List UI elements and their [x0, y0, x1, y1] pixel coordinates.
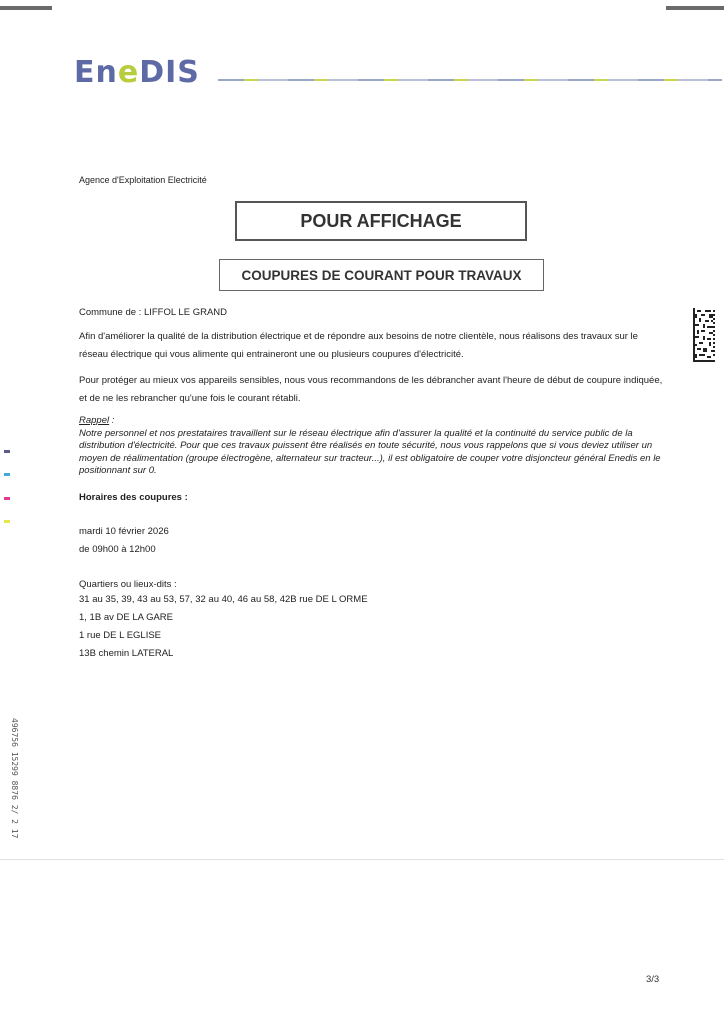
scan-mark-top-left — [0, 6, 52, 10]
header-divider — [218, 79, 722, 81]
location-item: 13B chemin LATERAL — [79, 648, 174, 659]
rappel-text: Notre personnel et nos prestataires travaillent sur le réseau électrique afin d'assurer la qualité et la continuité du service public de la distribution d'électricité. Pour que ces travaux puissent être réalisés en toute sécurité, nous vous rappelons que si vous deviez utiliser un moyen de réalimentation (groupe électrogène, alternateur sur tracteur...), il est obligatoire de couper votre disjoncteur général Enedis en le positionnant sur 0. — [79, 427, 661, 476]
svg-text:EneDIS: EneDIS — [74, 55, 200, 90]
advice-paragraph: Pour protéger au mieux vos appareils sensibles, nous vous recommandons de les débrancher avant l'heure de début de coupure indiquée, et de ne les rebrancher qu'une fois le courant rétabli. — [79, 375, 663, 404]
rappel-title: Rappel — [79, 415, 110, 426]
agency-label: Agence d'Exploitation Electricité — [79, 175, 207, 185]
datamatrix-code — [693, 308, 715, 362]
schedule-date: mardi 10 février 2026 — [79, 526, 169, 537]
location-item: 31 au 35, 39, 43 au 53, 57, 32 au 40, 46 au 58, 42B rue DE L ORME — [79, 594, 368, 605]
schedule-title: Horaires des coupures : — [79, 492, 188, 503]
rappel-block — [79, 415, 679, 478]
commune-line: Commune de : LIFFOL LE GRAND — [79, 307, 228, 318]
page-bottom-divider — [0, 859, 724, 860]
notice-subtitle: COUPURES DE COURANT POUR TRAVAUX — [219, 259, 544, 291]
location-item: 1, 1B av DE LA GARE — [79, 612, 173, 623]
location-item: 1 rue DE L EGLISE — [79, 630, 162, 641]
notice-title: POUR AFFICHAGE — [235, 201, 527, 241]
intro-paragraph: Afin d'améliorer la qualité de la distribution électrique et de répondre aux besoins de notre clientèle, nous réalisons des travaux sur le réseau électrique qui vous alimente qui entraineront une ou plusieurs coupures d'électricité. — [79, 331, 638, 360]
scan-mark-top-right — [666, 6, 724, 10]
page-number: 3/3 — [646, 974, 660, 985]
rappel-colon: : — [109, 415, 115, 426]
scan-id-vertical — [2, 718, 19, 840]
enedis-logo — [74, 52, 214, 88]
print-mark-magenta — [4, 497, 10, 500]
scan-id-text: 496756 15299 8876 2/ 2 17 — [10, 718, 19, 839]
print-mark-cyan — [4, 473, 10, 476]
schedule-hours: de 09h00 à 12h00 — [79, 544, 156, 555]
print-mark-dark — [4, 450, 10, 453]
locations-title: Quartiers ou lieux-dits : — [79, 579, 177, 590]
print-mark-yellow — [4, 520, 10, 523]
